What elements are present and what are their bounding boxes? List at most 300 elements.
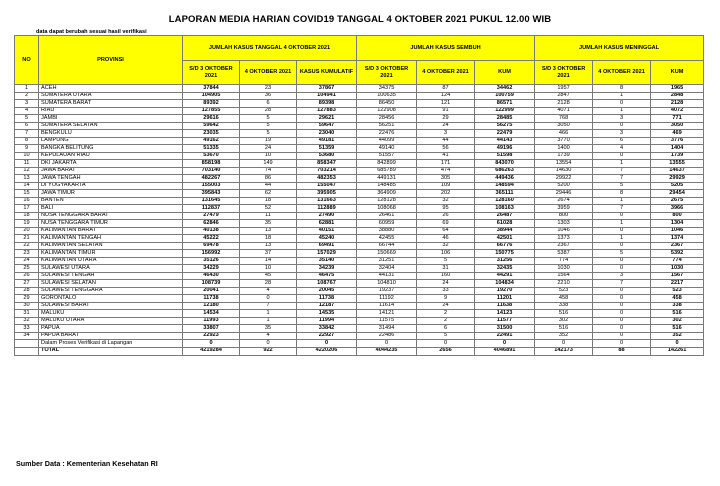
cell-oct4-recovered: 95 <box>417 205 475 213</box>
cell-no: 21 <box>15 235 39 243</box>
cell-cumulative-deaths: 2217 <box>651 280 704 288</box>
cell-oct4-recovered: 56 <box>417 145 475 153</box>
cell-no: 27 <box>15 280 39 288</box>
table-row <box>15 287 704 295</box>
cell-sd3-cases: 45222 <box>183 235 240 243</box>
cell-oct4-recovered: 24 <box>417 122 475 130</box>
header-sub: S/D 3 OKTOBER 2021 <box>357 61 417 85</box>
cell-oct4-deaths: 88 <box>593 347 651 355</box>
cell-province: BENGKULU <box>39 130 183 138</box>
cell-cumulative-deaths: 2675 <box>651 197 704 205</box>
table-row <box>15 160 704 168</box>
cell-sd3-recovered: 86450 <box>357 100 417 108</box>
cell-cumulative-recovered: 44143 <box>475 137 535 145</box>
table-row <box>15 85 704 93</box>
cell-sd3-deaths: 5387 <box>535 250 593 258</box>
cell-sd3-cases: 34229 <box>183 265 240 273</box>
cell-oct4-cases: 7 <box>240 302 297 310</box>
cell-oct4-recovered: 46 <box>417 235 475 243</box>
cell-oct4-cases: 1 <box>240 317 297 325</box>
cell-sd3-deaths: 14630 <box>535 167 593 175</box>
cell-cumulative-cases: 127883 <box>297 107 357 115</box>
cell-sd3-deaths: 2674 <box>535 197 593 205</box>
cell-sd3-recovered: 11575 <box>357 317 417 325</box>
source-note: Sumber Data : Kementerian Kesehatan RI <box>16 459 158 468</box>
table-row <box>15 152 704 160</box>
cell-oct4-cases: 13 <box>240 242 297 250</box>
cell-sd3-recovered: 32404 <box>357 265 417 273</box>
cell-sd3-recovered: 449131 <box>357 175 417 183</box>
cell-oct4-cases: 6 <box>240 100 297 108</box>
cell-oct4-deaths: 0 <box>593 340 651 348</box>
cell-oct4-deaths: 5 <box>593 182 651 190</box>
cell-oct4-deaths: 0 <box>593 242 651 250</box>
cell-no: 20 <box>15 227 39 235</box>
cell-cumulative-recovered: 100759 <box>475 92 535 100</box>
cell-oct4-deaths: 1 <box>593 235 651 243</box>
cell-sd3-recovered: 42455 <box>357 235 417 243</box>
cell-cumulative-recovered: 0 <box>475 340 535 348</box>
cell-cumulative-cases: 40151 <box>297 227 357 235</box>
cell-oct4-deaths: 7 <box>593 175 651 183</box>
cell-cumulative-cases: 131663 <box>297 197 357 205</box>
table-row <box>15 325 704 333</box>
cell-sd3-recovered: 44099 <box>357 137 417 145</box>
cell-province: KALIMANTAN TIMUR <box>39 250 183 258</box>
cell-sd3-deaths: 1046 <box>535 227 593 235</box>
cell-province: Dalam Proses Verifikasi di Lapangan <box>39 340 183 348</box>
cell-sd3-recovered: 122908 <box>357 107 417 115</box>
cell-sd3-deaths: 2128 <box>535 100 593 108</box>
cell-sd3-recovered: 31251 <box>357 257 417 265</box>
cell-sd3-recovered: 26461 <box>357 212 417 220</box>
cell-oct4-recovered: 474 <box>417 167 475 175</box>
cell-sd3-cases: 22923 <box>183 332 240 340</box>
cell-cumulative-deaths: 5392 <box>651 250 704 258</box>
cell-cumulative-cases: 0 <box>297 340 357 348</box>
cell-sd3-cases: 11738 <box>183 295 240 303</box>
cell-province: BALI <box>39 205 183 213</box>
cell-oct4-deaths: 3 <box>593 130 651 138</box>
cell-oct4-deaths: 1 <box>593 107 651 115</box>
cell-sd3-cases: 482267 <box>183 175 240 183</box>
cell-cumulative-cases: 35140 <box>297 257 357 265</box>
cell-sd3-cases: 53670 <box>183 152 240 160</box>
cell-sd3-recovered: 4044235 <box>357 347 417 355</box>
cell-cumulative-cases: 34239 <box>297 265 357 273</box>
header-sub: 4 OKTOBER 2021 <box>417 61 475 85</box>
cell-cumulative-deaths: 1030 <box>651 265 704 273</box>
cell-cumulative-deaths: 302 <box>651 317 704 325</box>
cell-cumulative-recovered: 11201 <box>475 295 535 303</box>
cell-oct4-cases: 5 <box>240 115 297 123</box>
table-row <box>15 212 704 220</box>
cell-cumulative-deaths: 29454 <box>651 190 704 198</box>
cell-no: 6 <box>15 122 39 130</box>
cell-cumulative-recovered: 128160 <box>475 197 535 205</box>
cell-sd3-deaths: 29446 <box>535 190 593 198</box>
cell-cumulative-cases: 45240 <box>297 235 357 243</box>
cell-sd3-cases: 156992 <box>183 250 240 258</box>
cell-no <box>15 347 39 355</box>
cell-sd3-recovered: 38880 <box>357 227 417 235</box>
cell-oct4-cases: 1 <box>240 310 297 318</box>
header-group-today: JUMLAH KASUS TANGGAL 4 OKTOBER 2021 <box>183 36 357 61</box>
cell-no: 12 <box>15 167 39 175</box>
cell-oct4-recovered: 87 <box>417 85 475 93</box>
cell-cumulative-cases: 703214 <box>297 167 357 175</box>
header-sub: KUM <box>651 61 704 85</box>
cell-sd3-recovered: 28456 <box>357 115 417 123</box>
cell-cumulative-cases: 27490 <box>297 212 357 220</box>
cell-no: 13 <box>15 175 39 183</box>
cell-no: 22 <box>15 242 39 250</box>
cell-no: 2 <box>15 92 39 100</box>
cell-sd3-cases: 59642 <box>183 122 240 130</box>
cell-cumulative-cases: 112889 <box>297 205 357 213</box>
cell-cumulative-cases: 62881 <box>297 220 357 228</box>
cell-oct4-cases: 0 <box>240 340 297 348</box>
cell-oct4-recovered: 64 <box>417 227 475 235</box>
covid-data-table <box>14 35 704 356</box>
table-row <box>15 332 704 340</box>
cell-cumulative-recovered: 32435 <box>475 265 535 273</box>
cell-sd3-cases: 40138 <box>183 227 240 235</box>
cell-sd3-cases: 155003 <box>183 182 240 190</box>
cell-oct4-recovered: 32 <box>417 197 475 205</box>
cell-oct4-cases: 19 <box>240 137 297 145</box>
cell-sd3-cases: 35126 <box>183 257 240 265</box>
cell-sd3-cases: 395843 <box>183 190 240 198</box>
cell-cumulative-recovered: 31256 <box>475 257 535 265</box>
cell-province: JAMBI <box>39 115 183 123</box>
cell-sd3-cases: 51335 <box>183 145 240 153</box>
cell-oct4-deaths: 7 <box>593 167 651 175</box>
cell-province: SULAWESI TENGGARA <box>39 287 183 295</box>
cell-sd3-cases: 49162 <box>183 137 240 145</box>
report-title: LAPORAN MEDIA HARIAN COVID19 TANGGAL 4 OKTOBER 2021 PUKUL 12.00 WIB <box>168 14 552 25</box>
cell-cumulative-deaths: 142261 <box>651 347 704 355</box>
cell-province: BANTEN <box>39 197 183 205</box>
table-row <box>15 130 704 138</box>
cell-cumulative-cases: 482353 <box>297 175 357 183</box>
cell-sd3-recovered: 150669 <box>357 250 417 258</box>
cell-oct4-recovered: 0 <box>417 340 475 348</box>
cell-sd3-deaths: 1373 <box>535 235 593 243</box>
cell-no: 33 <box>15 325 39 333</box>
cell-oct4-recovered: 9 <box>417 295 475 303</box>
cell-oct4-recovered: 202 <box>417 190 475 198</box>
cell-cumulative-recovered: 365111 <box>475 190 535 198</box>
cell-sd3-deaths: 1564 <box>535 272 593 280</box>
cell-sd3-cases: 12180 <box>183 302 240 310</box>
cell-cumulative-recovered: 449436 <box>475 175 535 183</box>
cell-cumulative-cases: 12187 <box>297 302 357 310</box>
cell-sd3-cases: 20041 <box>183 287 240 295</box>
cell-cumulative-deaths: 469 <box>651 130 704 138</box>
cell-sd3-recovered: 19237 <box>357 287 417 295</box>
cell-cumulative-deaths: 2367 <box>651 242 704 250</box>
cell-sd3-deaths: 5200 <box>535 182 593 190</box>
cell-oct4-deaths: 0 <box>593 325 651 333</box>
cell-sd3-recovered: 104810 <box>357 280 417 288</box>
cell-sd3-recovered: 31494 <box>357 325 417 333</box>
cell-sd3-recovered: 148485 <box>357 182 417 190</box>
cell-sd3-cases: 89392 <box>183 100 240 108</box>
table-row <box>15 167 704 175</box>
cell-no: 1 <box>15 85 39 93</box>
cell-cumulative-cases: 69491 <box>297 242 357 250</box>
cell-oct4-recovered: 44 <box>417 137 475 145</box>
cell-oct4-deaths: 7 <box>593 280 651 288</box>
cell-cumulative-recovered: 86571 <box>475 100 535 108</box>
cell-oct4-cases: 35 <box>240 325 297 333</box>
table-body <box>15 85 704 356</box>
cell-oct4-deaths: 7 <box>593 205 651 213</box>
cell-oct4-cases: 4 <box>240 287 297 295</box>
verification-note: data dapat berubah sesuai hasil verifikasi <box>36 29 147 35</box>
table-row <box>15 115 704 123</box>
cell-oct4-deaths: 3 <box>593 272 651 280</box>
cell-oct4-deaths: 0 <box>593 310 651 318</box>
table-row <box>15 257 704 265</box>
cell-sd3-deaths: 768 <box>535 115 593 123</box>
cell-oct4-recovered: 305 <box>417 175 475 183</box>
cell-cumulative-recovered: 150775 <box>475 250 535 258</box>
cell-province: KALIMANTAN UTARA <box>39 257 183 265</box>
table-row <box>15 302 704 310</box>
cell-cumulative-cases: 4220206 <box>297 347 357 355</box>
cell-oct4-deaths: 0 <box>593 152 651 160</box>
cell-sd3-recovered: 100635 <box>357 92 417 100</box>
cell-province: MALUKU UTARA <box>39 317 183 325</box>
cell-oct4-deaths: 0 <box>593 257 651 265</box>
table-row <box>15 182 704 190</box>
cell-oct4-recovered: 31 <box>417 265 475 273</box>
cell-province: KEPULAUAN RIAU <box>39 152 183 160</box>
cell-cumulative-recovered: 4046891 <box>475 347 535 355</box>
cell-sd3-deaths: 0 <box>535 340 593 348</box>
cell-cumulative-recovered: 56275 <box>475 122 535 130</box>
cell-no: 34 <box>15 332 39 340</box>
table-row <box>15 145 704 153</box>
cell-oct4-cases: 45 <box>240 272 297 280</box>
cell-oct4-deaths: 8 <box>593 85 651 93</box>
cell-province: GORONTALO <box>39 295 183 303</box>
cell-cumulative-deaths: 4072 <box>651 107 704 115</box>
cell-sd3-cases: 703140 <box>183 167 240 175</box>
cell-no: 15 <box>15 190 39 198</box>
cell-cumulative-recovered: 38944 <box>475 227 535 235</box>
cell-sd3-recovered: 685789 <box>357 167 417 175</box>
cell-no <box>15 340 39 348</box>
cell-cumulative-deaths: 516 <box>651 310 704 318</box>
cell-oct4-recovered: 91 <box>417 107 475 115</box>
cell-sd3-cases: 11993 <box>183 317 240 325</box>
cell-sd3-cases: 4219284 <box>183 347 240 355</box>
cell-no: 5 <box>15 115 39 123</box>
cell-sd3-recovered: 51557 <box>357 152 417 160</box>
cell-cumulative-deaths: 29929 <box>651 175 704 183</box>
table-row <box>15 272 704 280</box>
cell-cumulative-cases: 22927 <box>297 332 357 340</box>
cell-oct4-recovered: 109 <box>417 182 475 190</box>
cell-oct4-deaths: 5 <box>593 250 651 258</box>
cell-cumulative-cases: 155047 <box>297 182 357 190</box>
cell-oct4-recovered: 6 <box>417 325 475 333</box>
cell-oct4-deaths: 0 <box>593 317 651 325</box>
cell-cumulative-deaths: 352 <box>651 332 704 340</box>
cell-sd3-deaths: 142173 <box>535 347 593 355</box>
cell-oct4-recovered: 2656 <box>417 347 475 355</box>
cell-sd3-deaths: 2847 <box>535 92 593 100</box>
table-row <box>15 317 704 325</box>
cell-sd3-recovered: 66744 <box>357 242 417 250</box>
table-row <box>15 265 704 273</box>
header-sub: S/D 3 OKTOBER 2021 <box>535 61 593 85</box>
cell-cumulative-deaths: 1739 <box>651 152 704 160</box>
table-row <box>15 227 704 235</box>
cell-province: NUSA TENGGARA BARAT <box>39 212 183 220</box>
cell-cumulative-cases: 46475 <box>297 272 357 280</box>
cell-oct4-cases: 18 <box>240 235 297 243</box>
cell-province: PAPUA BARAT <box>39 332 183 340</box>
cell-cumulative-cases: 11738 <box>297 295 357 303</box>
header-group-meninggal: JUMLAH KASUS MENINGGAL <box>535 36 704 61</box>
cell-cumulative-recovered: 108163 <box>475 205 535 213</box>
total-row <box>15 347 704 355</box>
cell-sd3-recovered: 0 <box>357 340 417 348</box>
cell-oct4-cases: 74 <box>240 167 297 175</box>
cell-sd3-deaths: 2210 <box>535 280 593 288</box>
cell-oct4-cases: 922 <box>240 347 297 355</box>
cell-oct4-cases: 149 <box>240 160 297 168</box>
cell-oct4-recovered: 5 <box>417 332 475 340</box>
cell-cumulative-cases: 89398 <box>297 100 357 108</box>
table-row <box>15 175 704 183</box>
cell-no: 11 <box>15 160 39 168</box>
cell-oct4-deaths: 6 <box>593 137 651 145</box>
table-row <box>15 92 704 100</box>
table-row <box>15 197 704 205</box>
cell-no: 29 <box>15 295 39 303</box>
cell-province: ACEH <box>39 85 183 93</box>
cell-sd3-deaths: 1957 <box>535 85 593 93</box>
cell-province: PAPUA <box>39 325 183 333</box>
cell-no: 7 <box>15 130 39 138</box>
cell-oct4-deaths: 0 <box>593 287 651 295</box>
cell-oct4-deaths: 1 <box>593 197 651 205</box>
cell-sd3-deaths: 1400 <box>535 145 593 153</box>
cell-cumulative-cases: 29621 <box>297 115 357 123</box>
cell-no: 14 <box>15 182 39 190</box>
cell-no: 24 <box>15 257 39 265</box>
cell-oct4-recovered: 3 <box>417 130 475 138</box>
cell-oct4-cases: 23 <box>240 85 297 93</box>
cell-province: BANGKA BELITUNG <box>39 145 183 153</box>
cell-province: SUMATERA SELATAN <box>39 122 183 130</box>
cell-oct4-cases: 0 <box>240 295 297 303</box>
cell-sd3-deaths: 516 <box>535 310 593 318</box>
cell-sd3-deaths: 13554 <box>535 160 593 168</box>
cell-oct4-recovered: 121 <box>417 100 475 108</box>
cell-oct4-deaths: 0 <box>593 122 651 130</box>
cell-oct4-cases: 36 <box>240 92 297 100</box>
cell-province: JAWA BARAT <box>39 167 183 175</box>
table-row <box>15 280 704 288</box>
cell-province: SULAWESI TENGAH <box>39 272 183 280</box>
cell-province: DI YOGYAKARTA <box>39 182 183 190</box>
cell-oct4-deaths: 0 <box>593 212 651 220</box>
cell-province: KALIMANTAN SELATAN <box>39 242 183 250</box>
cell-cumulative-recovered: 31500 <box>475 325 535 333</box>
cell-sd3-recovered: 44131 <box>357 272 417 280</box>
cell-cumulative-cases: 14535 <box>297 310 357 318</box>
cell-sd3-recovered: 22486 <box>357 332 417 340</box>
header-sub: S/D 3 OKTOBER 2021 <box>183 61 240 85</box>
cell-oct4-deaths: 1 <box>593 160 651 168</box>
cell-sd3-recovered: 128128 <box>357 197 417 205</box>
cell-oct4-cases: 28 <box>240 107 297 115</box>
cell-sd3-recovered: 34375 <box>357 85 417 93</box>
cell-cumulative-deaths: 1567 <box>651 272 704 280</box>
table-row <box>15 137 704 145</box>
cell-cumulative-deaths: 2848 <box>651 92 704 100</box>
cell-sd3-recovered: 49140 <box>357 145 417 153</box>
cell-oct4-deaths: 4 <box>593 145 651 153</box>
table-row <box>15 235 704 243</box>
header-provinsi: PROVINSI <box>39 36 183 85</box>
cell-sd3-deaths: 29922 <box>535 175 593 183</box>
cell-no: 8 <box>15 137 39 145</box>
cell-cumulative-cases: 104941 <box>297 92 357 100</box>
header-group-sembuh: JUMLAH KASUS SEMBUH <box>357 36 535 61</box>
cell-cumulative-recovered: 843070 <box>475 160 535 168</box>
cell-sd3-deaths: 516 <box>535 325 593 333</box>
cell-cumulative-cases: 51359 <box>297 145 357 153</box>
cell-cumulative-recovered: 44291 <box>475 272 535 280</box>
cell-oct4-cases: 35 <box>240 220 297 228</box>
cell-oct4-cases: 5 <box>240 122 297 130</box>
cell-sd3-deaths: 352 <box>535 332 593 340</box>
cell-sd3-cases: 112837 <box>183 205 240 213</box>
cell-cumulative-recovered: 42501 <box>475 235 535 243</box>
cell-cumulative-deaths: 2128 <box>651 100 704 108</box>
cell-oct4-deaths: 1 <box>593 220 651 228</box>
cell-cumulative-recovered: 22479 <box>475 130 535 138</box>
cell-no: 16 <box>15 197 39 205</box>
cell-cumulative-recovered: 28485 <box>475 115 535 123</box>
cell-sd3-cases: 37844 <box>183 85 240 93</box>
cell-oct4-recovered: 33 <box>417 287 475 295</box>
cell-cumulative-recovered: 51598 <box>475 152 535 160</box>
table-row <box>15 310 704 318</box>
cell-cumulative-cases: 395905 <box>297 190 357 198</box>
cell-sd3-deaths: 458 <box>535 295 593 303</box>
cell-oct4-cases: 18 <box>240 197 297 205</box>
cell-cumulative-cases: 23040 <box>297 130 357 138</box>
cell-oct4-cases: 28 <box>240 280 297 288</box>
cell-oct4-recovered: 124 <box>417 92 475 100</box>
cell-cumulative-cases: 59647 <box>297 122 357 130</box>
cell-sd3-cases: 62846 <box>183 220 240 228</box>
cell-province: KALIMANTAN BARAT <box>39 227 183 235</box>
cell-province: SUMATERA BARAT <box>39 100 183 108</box>
cell-cumulative-deaths: 1965 <box>651 85 704 93</box>
cell-oct4-recovered: 24 <box>417 280 475 288</box>
cell-sd3-deaths: 3770 <box>535 137 593 145</box>
table-row <box>15 242 704 250</box>
